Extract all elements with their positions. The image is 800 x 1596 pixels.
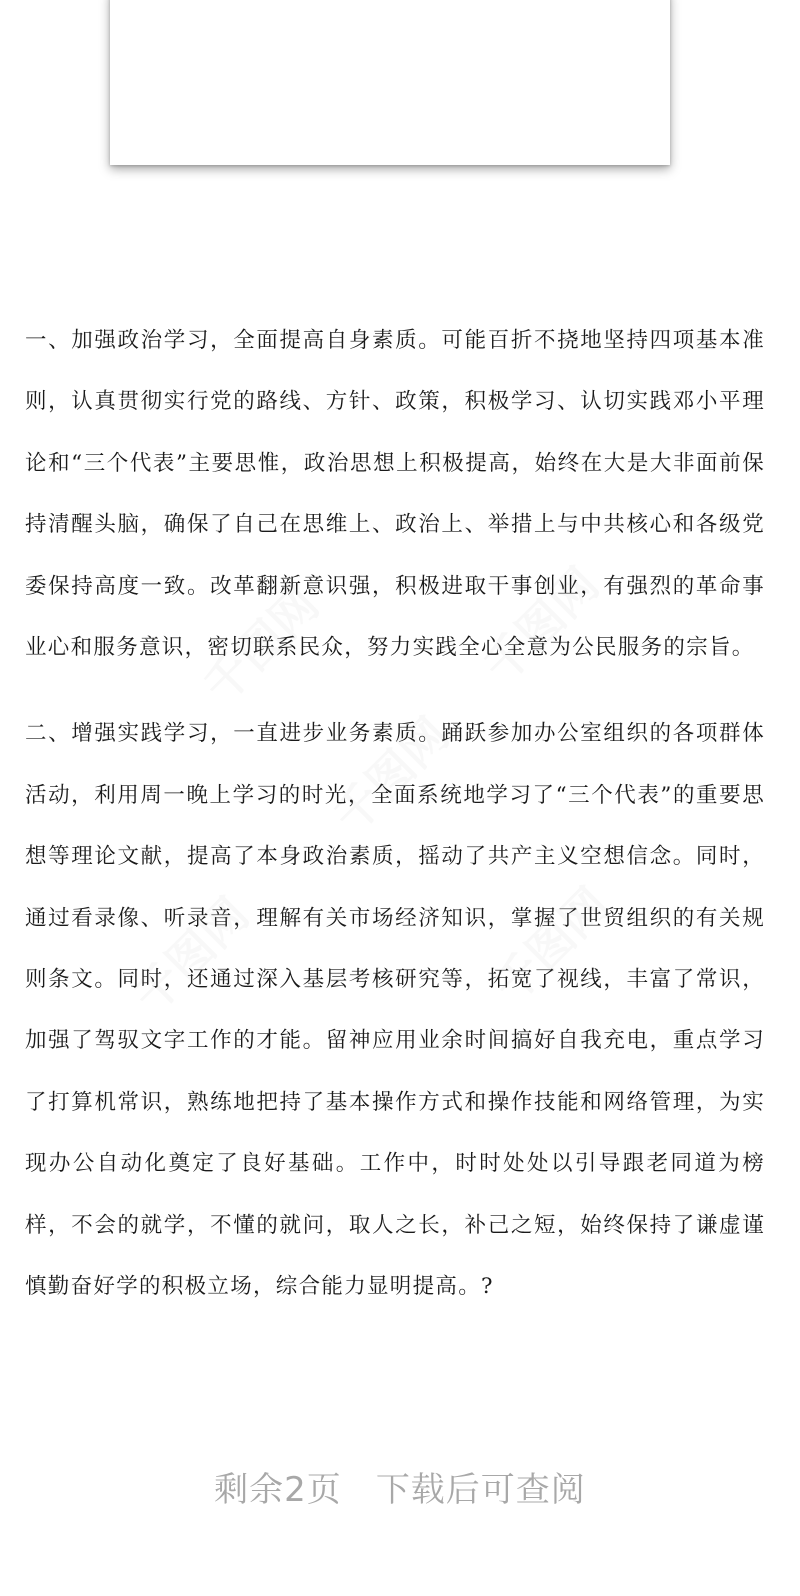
remaining-pages-label: 剩余2页 [214,1470,342,1510]
paragraph-political-study: 一、加强政治学习，全面提高自身素质。可能百折不挠地坚持四项基本准则，认真贯彻实行党的路线、方针、政策，积极学习、认切实践邓小平理论和“三个代表”主要思惟，政治思想上积极提高，始终在大是大非面前保持清醒头脑，确保了自己在思维上、政治上、举措上与中共核心和各级党委保持高度一致。改革翻新意识强，积极进取干事创业，有强烈的革命事业心和服务意识，密切联系民众，努力实践全心全意为公民服务的宗旨。 [25,328,765,661]
document-page-preview [110,0,670,165]
document-body [25,310,765,1318]
watermark: 千图网 [323,707,460,844]
watermark: 千图网 [483,877,620,1014]
download-hint-label[interactable]: 下载后可查阅 [375,1470,586,1510]
download-prompt[interactable] [0,1462,800,1511]
watermark: 千图网 [473,557,610,694]
watermark: 千图网 [123,887,260,1024]
watermark: 千图网 [193,577,330,714]
paragraph-practice-study: 二、增强实践学习，一直进步业务素质。踊跃参加办公室组织的各项群体活动，利用周一晚上学习的时光，全面系统地学习了“三个代表”的重要思想等理论文献，提高了本身政治素质，摇动了共产主义空想信念。同时，通过看录像、听录音，理解有关市场经济知识，掌握了世贸组织的有关规则条文。同时，还通过深入基层考核研究等，拓宽了视线，丰富了常识，加强了驾驭文字工作的才能。留神应用业余时间搞好自我充电，重点学习了打算机常识，熟练地把持了基本操作方式和操作技能和网络管理，为实现办公自动化奠定了良好基础。工作中，时时处处以引导跟老同道为榜样，不会的就学，不懂的就问，取人之长，补己之短，始终保持了谦虚谨慎勤奋好学的积极立场，综合能力显明提高。? [25,721,765,1300]
